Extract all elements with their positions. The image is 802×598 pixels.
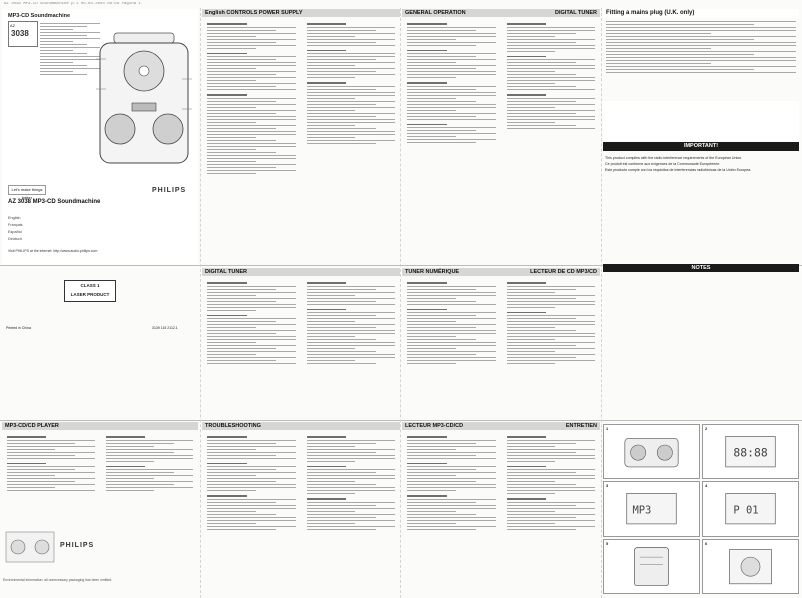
panel-cd-player-bottom <box>2 422 198 526</box>
cover-top-label: MP3-CD Soundmachine <box>8 13 71 19</box>
fold-line-2 <box>0 420 802 421</box>
svg-text:MP3: MP3 <box>632 504 652 517</box>
cover-panel <box>2 9 198 265</box>
panel-title: LECTEUR MP3-CD/CD <box>405 423 464 429</box>
panel-entretien <box>402 422 600 596</box>
panel-header <box>202 268 400 276</box>
important-area <box>603 101 799 141</box>
panel-header <box>202 9 400 17</box>
figure-grid <box>603 424 799 594</box>
printed-in: Printed in China <box>6 326 31 330</box>
panel-title: MP3-CD/CD PLAYER <box>5 423 59 429</box>
philips-logo-bottom: PHILIPS <box>60 542 95 549</box>
language-item: Español <box>8 230 22 234</box>
panel-header <box>202 422 400 430</box>
panel-tuner-numerique <box>402 268 600 418</box>
panel-troubleshooting <box>202 422 400 596</box>
notes-header: NOTES <box>603 264 799 272</box>
laser-label-line2: LASER PRODUCT <box>70 292 110 297</box>
language-item: Deutsch <box>8 237 22 241</box>
fold-line-v1 <box>200 8 201 598</box>
figure-number: 3 <box>606 483 609 489</box>
panel-title: TUNER NUMÉRIQUE <box>405 269 460 275</box>
panel-title-right: DIGITAL TUNER <box>555 10 597 16</box>
fitting-title: Fitting a mains plug (U.K. only) <box>606 10 695 16</box>
notes-area <box>603 274 799 420</box>
panel-header <box>402 422 600 430</box>
philips-logo: PHILIPS <box>152 187 187 194</box>
panel-title: TROUBLESHOOTING <box>205 423 261 429</box>
language-item: English <box>8 216 21 220</box>
panel-digital-tuner <box>202 268 400 418</box>
language-item: Français <box>8 223 23 227</box>
panel-general-operation <box>402 9 600 264</box>
music-box-label: Let's make things better <box>8 185 46 195</box>
figure-panel <box>702 481 799 536</box>
important-text <box>605 154 797 174</box>
panel-header <box>603 9 799 17</box>
panel-fitting-plug <box>603 9 799 101</box>
website-line: Visit PHILIPS at the internet: http://www.audio.philips.com <box>8 249 98 253</box>
important-line: Ce produit est conforme aux exigences de la Communauté Européenne. <box>605 162 721 166</box>
cover-title: AZ 3038 MP3-CD Soundmachine <box>8 199 101 205</box>
important-header: IMPORTANT! <box>603 142 799 151</box>
device-illustration <box>94 29 194 179</box>
panel-controls <box>202 9 400 264</box>
figure-panel <box>702 424 799 479</box>
panel-title: English CONTROLS POWER SUPPLY <box>205 10 303 16</box>
model-box-label: AZ <box>10 23 16 28</box>
panel-title: DIGITAL TUNER <box>205 269 247 275</box>
print-header: AZ 3038 MP3-CD Soundmachine p.1 05-03-2003 09:58 Pagina 1 <box>4 2 141 6</box>
important-line: Este producto cumple con los requisitos de interferencias radiofónicas de la Unión Europea. <box>605 168 752 172</box>
laser-section <box>2 266 198 332</box>
model-box <box>8 21 38 47</box>
figure-number: 2 <box>705 426 708 431</box>
panel-header <box>402 268 600 276</box>
panel-header <box>2 422 198 430</box>
figure-number: 1 <box>606 426 609 431</box>
panel-header <box>402 9 600 17</box>
figure-number: 5 <box>606 540 609 546</box>
laser-label <box>64 280 116 302</box>
figure-panel <box>603 539 700 594</box>
fold-line-v3 <box>601 8 602 598</box>
laser-label-line1: CLASS 1 <box>80 283 100 288</box>
svg-text:P 01: P 01 <box>733 504 759 517</box>
language-list <box>8 215 23 243</box>
panel-title-right: ENTRETIEN <box>565 423 597 429</box>
figure-panel <box>702 539 799 594</box>
footer-note: Environmental information: all unnecessary packaging has been omitted. <box>3 578 113 582</box>
figure-panel <box>603 424 700 479</box>
fold-line-v2 <box>400 8 401 598</box>
panel-title-right: LECTEUR DE CD MP3/CD <box>530 269 597 275</box>
figure-panel <box>603 481 700 536</box>
bottom-logo-area <box>2 528 102 568</box>
figure-number: 6 <box>705 540 708 546</box>
important-line: This product complies with the radio interference requirements of the European Union. <box>605 156 743 160</box>
panel-title: GENERAL OPERATION <box>405 10 466 16</box>
model-number: 3038 <box>11 29 29 38</box>
controls-list <box>40 21 100 77</box>
figure-number: 4 <box>705 483 708 489</box>
svg-text:88:88: 88:88 <box>733 445 768 460</box>
document-code: 3139 115 2112.1 <box>152 326 178 330</box>
